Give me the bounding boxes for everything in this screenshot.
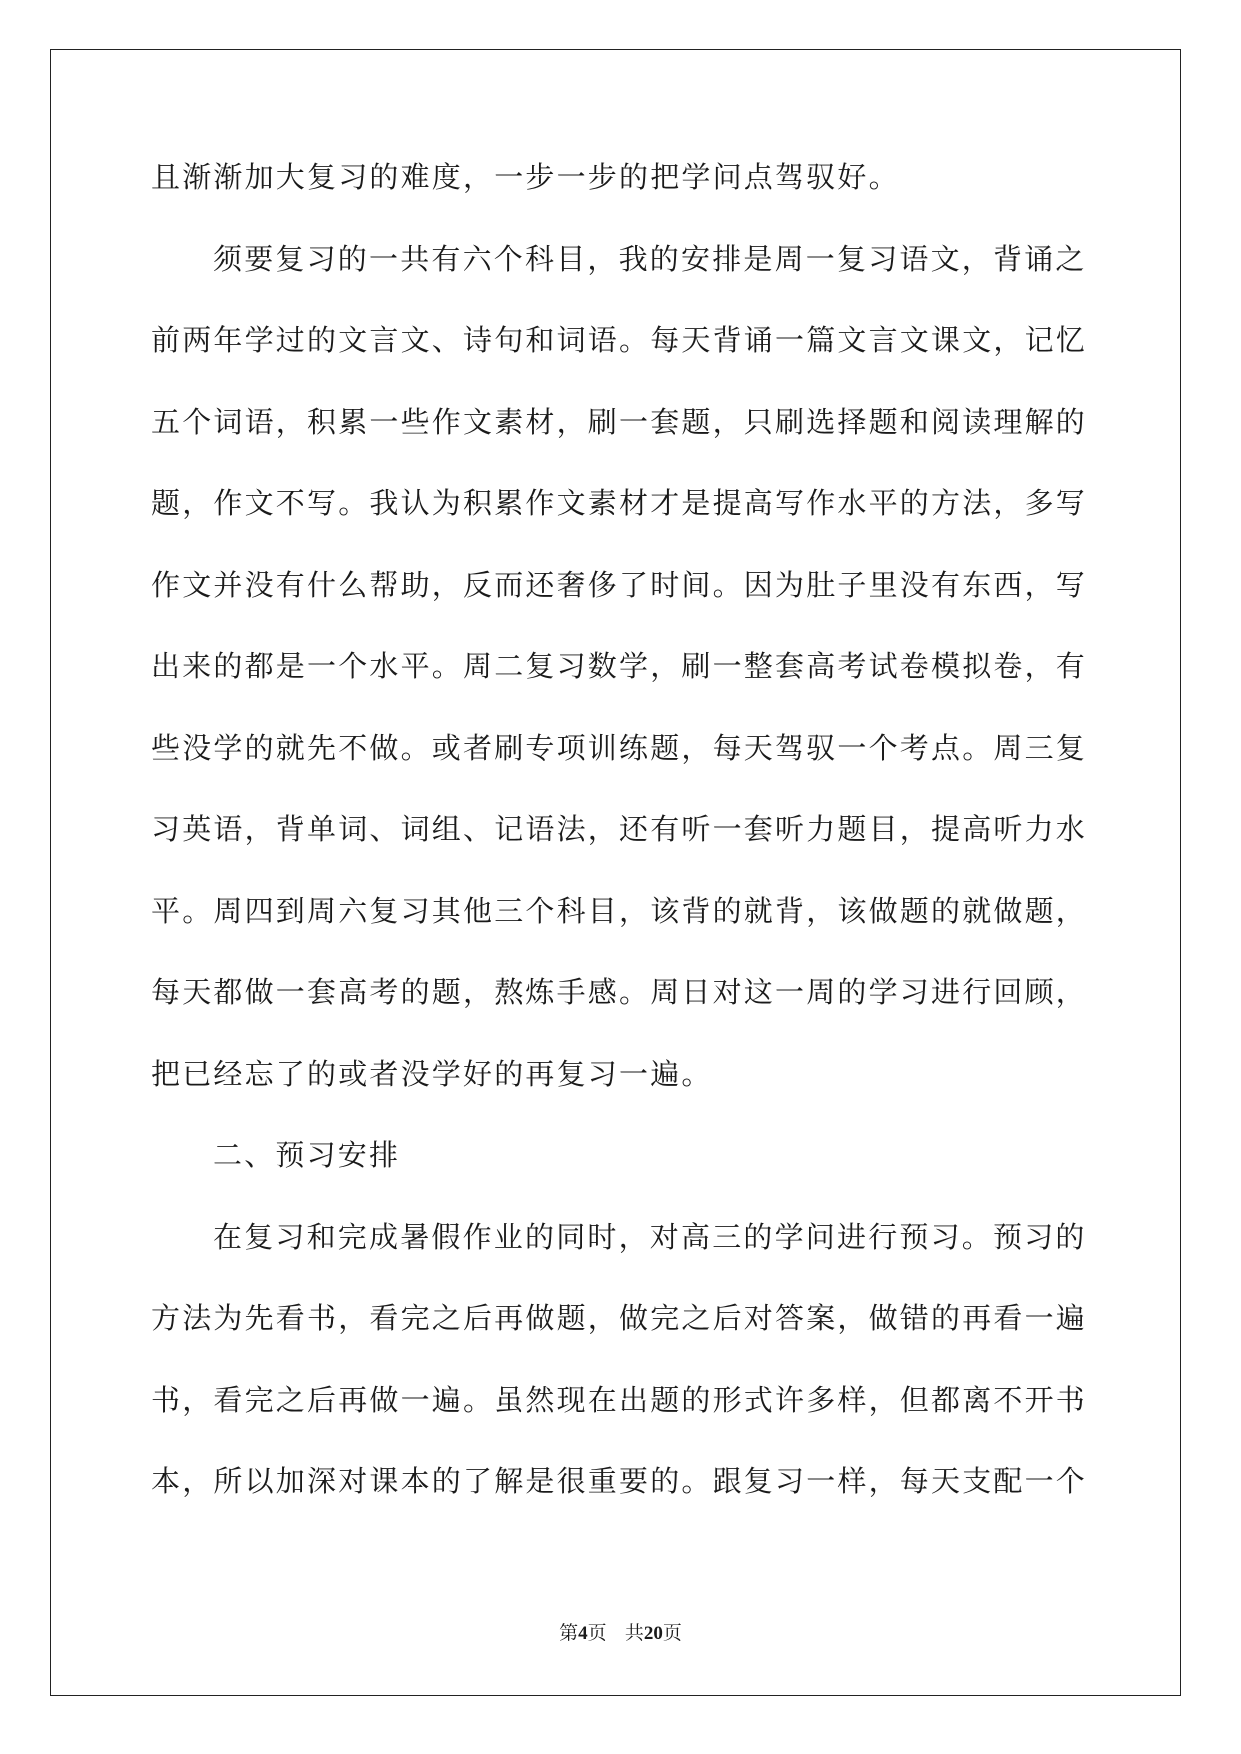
text-line: 方法为先看书，看完之后再做题，做完之后对答案，做错的再看一遍 <box>151 1301 1088 1335</box>
text-line: 出来的都是一个水平。周二复习数学，刷一整套高考试卷模拟卷，有 <box>151 649 1088 683</box>
text-line: 作文并没有什么帮助，反而还奢侈了时间。因为肚子里没有东西，写 <box>151 567 1088 602</box>
total-suffix: 页 <box>662 1622 682 1644</box>
text-line: 前两年学过的文言文、诗句和词语。每天背诵一篇文言文课文，记忆 <box>151 323 1088 357</box>
total-pages: 20 <box>643 1623 663 1644</box>
page-footer <box>0 1622 1241 1645</box>
total-prefix: 共 <box>624 1622 644 1644</box>
text-line: 五个词语，积累一些作文素材，刷一套题，只刷选择题和阅读理解的 <box>151 404 1088 439</box>
text-line: 习英语，背单词、词组、记语法，还有听一套听力题目，提高听力水 <box>151 812 1088 846</box>
section-heading: 二、预习安排 <box>213 1138 401 1172</box>
page-suffix: 页 <box>587 1622 607 1644</box>
text-line: 题，作文不写。我认为积累作文素材才是提高写作水平的方法，多写 <box>151 486 1088 520</box>
page-prefix: 第 <box>559 1622 579 1644</box>
text-line: 平。周四到周六复习其他三个科目，该背的就背，该做题的就做题， <box>151 893 1088 928</box>
text-line: 每天都做一套高考的题，熬炼手感。周日对这一周的学习进行回顾， <box>151 975 1088 1009</box>
text-line: 书，看完之后再做一遍。虽然现在出题的形式许多样，但都离不开书 <box>151 1382 1088 1417</box>
text-line: 本，所以加深对课本的了解是很重要的。跟复习一样，每天支配一个 <box>151 1464 1088 1498</box>
text-line: 把已经忘了的或者没学好的再复习一遍。 <box>151 1056 713 1091</box>
text-line: 且渐渐加大复习的难度，一步一步的把学问点驾驭好。 <box>151 160 900 194</box>
page-number: 4 <box>578 1623 588 1644</box>
text-line: 些没学的就先不做。或者刷专项训练题，每天驾驭一个考点。周三复 <box>151 730 1088 765</box>
text-line: 须要复习的一共有六个科目，我的安排是周一复习语文，背诵之 <box>213 241 1087 276</box>
text-line: 在复习和完成暑假作业的同时，对高三的学问进行预习。预习的 <box>213 1219 1087 1254</box>
document-body <box>151 162 1091 1548</box>
